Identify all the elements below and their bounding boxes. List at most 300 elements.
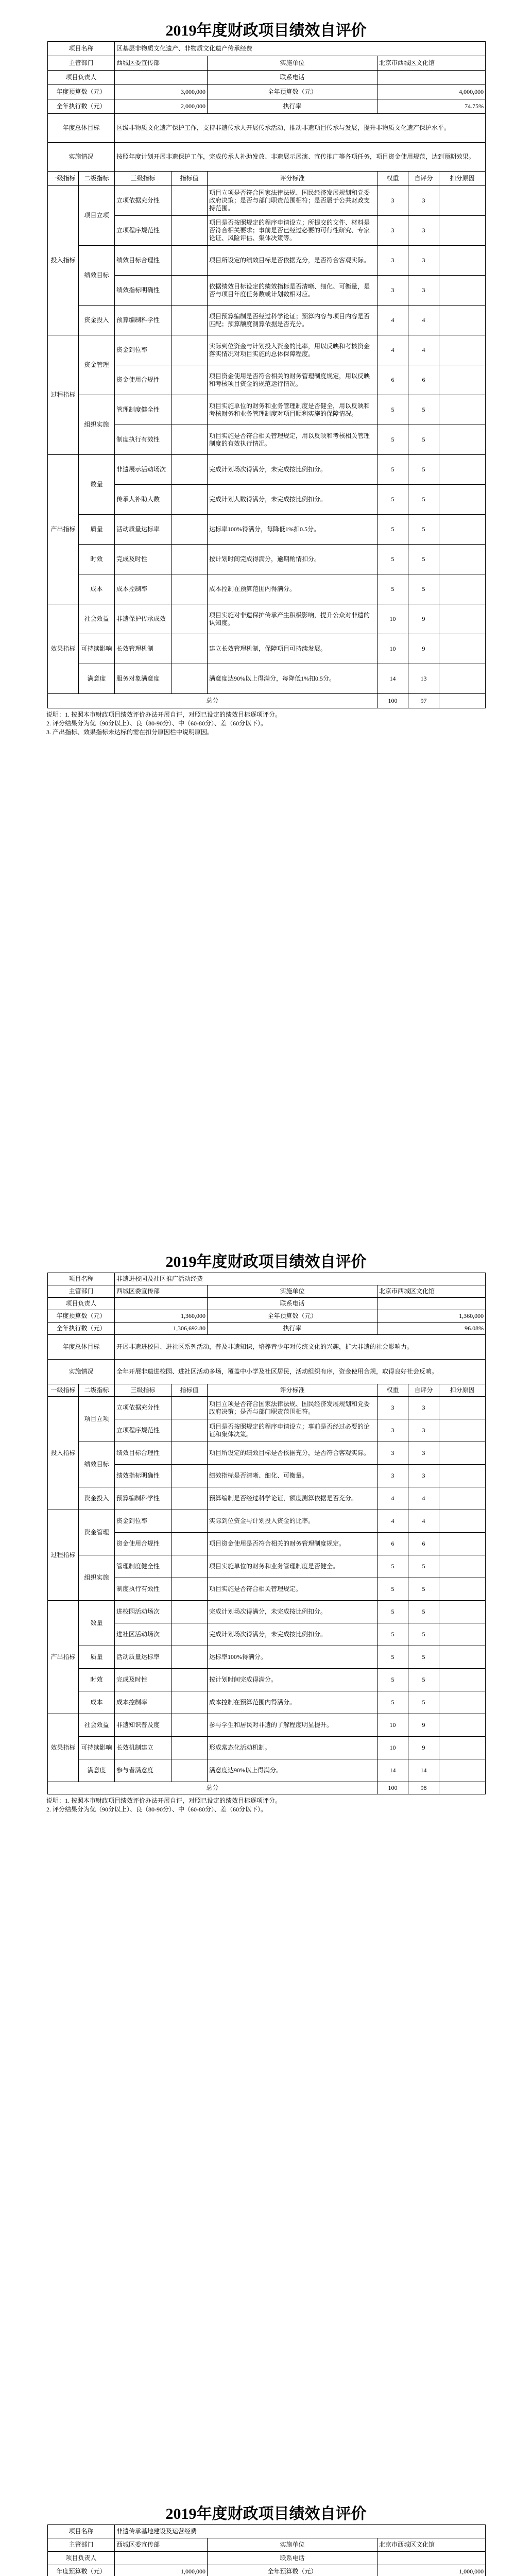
deduction-reason bbox=[439, 276, 486, 306]
deduction-reason bbox=[439, 1510, 486, 1533]
scoring-standard: 项目实施是否符合相关管理规定。 bbox=[208, 1578, 377, 1601]
info-row bbox=[48, 143, 486, 172]
evaluation-table bbox=[47, 41, 486, 708]
scoring-standard: 参与学生和居民对非遗的了解程度明显提升。 bbox=[208, 1714, 377, 1737]
table-row bbox=[48, 395, 486, 425]
level3-indicator: 参与者满意度 bbox=[115, 1759, 171, 1782]
level2-indicator: 满意度 bbox=[79, 664, 115, 694]
weight-cell: 4 bbox=[377, 1487, 408, 1510]
scoring-standard: 项目是否按照规定的程序申请设立；事前是否经过必要的论证和集体决策。 bbox=[208, 1419, 377, 1442]
column-header: 评分标准 bbox=[208, 172, 377, 186]
indicator-value bbox=[171, 604, 208, 634]
indicator-value bbox=[171, 1465, 208, 1487]
table-row bbox=[48, 1646, 486, 1669]
weight-cell: 3 bbox=[377, 216, 408, 246]
competent-dept-value: 西城区委宣传部 bbox=[115, 1285, 208, 1298]
deduction-reason bbox=[439, 1533, 486, 1555]
impl-text: 全年开展非遗进校园、进社区活动多场，覆盖中小学及社区居民，活动组织有序，资金使用合规，取得良好社会反响。 bbox=[115, 1360, 486, 1384]
indicator-value bbox=[171, 1691, 208, 1714]
indicator-value bbox=[171, 246, 208, 276]
column-header: 二级指标 bbox=[79, 1384, 115, 1397]
column-header: 扣分原因 bbox=[439, 1384, 486, 1397]
budget-adjusted-label: 全年预算数（元） bbox=[208, 85, 377, 99]
scoring-standard: 达标率100%得满分。 bbox=[208, 1646, 377, 1669]
info-row bbox=[48, 99, 486, 114]
total-row bbox=[48, 694, 486, 708]
level2-indicator: 质量 bbox=[79, 515, 115, 545]
level3-indicator: 成本控制率 bbox=[115, 574, 171, 604]
indicator-value bbox=[171, 335, 208, 365]
evaluation-section bbox=[0, 21, 532, 737]
contact-label: 联系电话 bbox=[208, 71, 377, 85]
level2-indicator: 资金管理 bbox=[79, 1510, 115, 1555]
contact-value bbox=[377, 2552, 486, 2565]
level2-indicator: 质量 bbox=[79, 1646, 115, 1669]
exec-rate-label: 执行率 bbox=[208, 99, 377, 114]
indicator-value bbox=[171, 1510, 208, 1533]
exec-label: 全年执行数（元） bbox=[48, 1323, 115, 1335]
impl-unit-value: 北京市西城区文化馆 bbox=[377, 1285, 486, 1298]
self-score-cell: 5 bbox=[408, 1578, 439, 1601]
notes bbox=[0, 1797, 532, 1814]
level3-indicator: 立项程序规范性 bbox=[115, 216, 171, 246]
indicator-value bbox=[171, 1646, 208, 1669]
goal-text: 开展非遗进校园、进社区系列活动，普及非遗知识，培养青少年对传统文化的兴趣，扩大非遗的社会影响力。 bbox=[115, 1335, 486, 1360]
level3-indicator: 长效管理机制 bbox=[115, 634, 171, 664]
deduction-reason bbox=[439, 246, 486, 276]
weight-cell: 5 bbox=[377, 574, 408, 604]
level3-indicator: 传承人补助人数 bbox=[115, 485, 171, 515]
scoring-standard: 建立长效管理机制，保障项目可持续发展。 bbox=[208, 634, 377, 664]
column-header: 一级指标 bbox=[48, 1384, 79, 1397]
info-row bbox=[48, 1323, 486, 1335]
leader-label: 项目负责人 bbox=[48, 1298, 115, 1310]
indicator-value bbox=[171, 455, 208, 485]
weight-cell: 6 bbox=[377, 365, 408, 395]
level2-indicator: 时效 bbox=[79, 1669, 115, 1691]
level3-indicator: 非遗知识普及度 bbox=[115, 1714, 171, 1737]
level3-indicator: 管理制度健全性 bbox=[115, 1555, 171, 1578]
note-line: 说明：1. 按照本市财政项目绩效评价办法开展自评，对照已设定的绩效目标逐项评分。 bbox=[46, 711, 282, 718]
exec-label: 全年执行数（元） bbox=[48, 99, 115, 114]
level2-indicator: 数量 bbox=[79, 1601, 115, 1646]
indicator-value bbox=[171, 1397, 208, 1419]
deduction-reason bbox=[439, 186, 486, 216]
indicator-value bbox=[171, 1714, 208, 1737]
budget-label: 年度预算数（元） bbox=[48, 2565, 115, 2576]
level3-indicator: 资金到位率 bbox=[115, 335, 171, 365]
info-row bbox=[48, 71, 486, 85]
section-title: 2019年度财政项目绩效自评价 bbox=[165, 2505, 367, 2522]
deduction-reason bbox=[439, 425, 486, 455]
table-row bbox=[48, 604, 486, 634]
indicator-value bbox=[171, 1623, 208, 1646]
exec-value: 1,306,692.80 bbox=[115, 1323, 208, 1335]
total-row bbox=[48, 1782, 486, 1794]
deduction-reason bbox=[439, 545, 486, 574]
section-title: 2019年度财政项目绩效自评价 bbox=[165, 22, 367, 39]
level3-indicator: 资金使用合规性 bbox=[115, 365, 171, 395]
table-row bbox=[48, 1555, 486, 1578]
contact-label: 联系电话 bbox=[208, 1298, 377, 1310]
self-score-cell: 5 bbox=[408, 1669, 439, 1691]
total-label: 总分 bbox=[48, 1782, 377, 1794]
impl-label: 实施情况 bbox=[48, 1360, 115, 1384]
deduction-reason bbox=[439, 1646, 486, 1669]
indicator-value bbox=[171, 306, 208, 335]
table-row bbox=[48, 1397, 486, 1419]
scoring-standard: 完成计划场次得满分，未完成按比例扣分。 bbox=[208, 455, 377, 485]
scoring-standard: 绩效指标是否清晰、细化、可衡量。 bbox=[208, 1465, 377, 1487]
self-score-cell: 4 bbox=[408, 335, 439, 365]
level3-indicator: 制度执行有效性 bbox=[115, 1578, 171, 1601]
indicator-value bbox=[171, 365, 208, 395]
leader-value bbox=[115, 71, 208, 85]
deduction-reason bbox=[439, 1691, 486, 1714]
self-score-cell: 3 bbox=[408, 186, 439, 216]
competent-dept-value: 西城区委宣传部 bbox=[115, 56, 208, 71]
total-score: 98 bbox=[408, 1782, 439, 1794]
level2-indicator: 绩效目标 bbox=[79, 1442, 115, 1487]
note-line: 2. 评分结果分为优（90分以上）、良（80-90分）、中（60-80分）、差（60分以下）。 bbox=[46, 1806, 267, 1813]
self-score-cell: 4 bbox=[408, 306, 439, 335]
deduction-reason bbox=[439, 574, 486, 604]
exec-value: 2,000,000 bbox=[115, 99, 208, 114]
contact-value bbox=[377, 71, 486, 85]
level3-indicator: 完成及时性 bbox=[115, 545, 171, 574]
impl-unit-label: 实施单位 bbox=[208, 1285, 377, 1298]
level1-indicator: 投入指标 bbox=[48, 186, 79, 335]
scoring-standard: 项目立项是否符合国家法律法规、国民经济发展规划和党委政府决策；是否与部门职责范围相符；是否属于公共财政支持范围。 bbox=[208, 186, 377, 216]
table-row bbox=[48, 246, 486, 276]
level3-indicator: 成本控制率 bbox=[115, 1691, 171, 1714]
weight-cell: 4 bbox=[377, 335, 408, 365]
deduction-reason bbox=[439, 1623, 486, 1646]
scoring-standard: 实际到位资金与计划投入资金的比率。 bbox=[208, 1510, 377, 1533]
self-score-cell: 5 bbox=[408, 395, 439, 425]
exec-rate-value: 96.08% bbox=[377, 1323, 486, 1335]
level3-indicator: 立项程序规范性 bbox=[115, 1419, 171, 1442]
evaluation-section bbox=[0, 1252, 532, 1814]
scoring-standard: 项目预算编制是否经过科学论证；预算内容与项目内容是否匹配；预算额度测算依据是否充分。 bbox=[208, 306, 377, 335]
column-header: 自评分 bbox=[408, 172, 439, 186]
self-score-cell: 5 bbox=[408, 574, 439, 604]
scoring-standard: 按计划时间完成得满分。 bbox=[208, 1669, 377, 1691]
self-score-cell: 5 bbox=[408, 1691, 439, 1714]
self-score-cell: 5 bbox=[408, 455, 439, 485]
indicator-value bbox=[171, 425, 208, 455]
impl-unit-value: 北京市西城区文化馆 bbox=[377, 56, 486, 71]
exec-rate-label: 执行率 bbox=[208, 1323, 377, 1335]
note-line: 3. 产出指标、效果指标未达标的需在扣分原因栏中说明原因。 bbox=[46, 728, 214, 736]
table-row bbox=[48, 545, 486, 574]
evaluation-table bbox=[47, 1273, 486, 1794]
self-score-cell: 9 bbox=[408, 604, 439, 634]
info-row bbox=[48, 1285, 486, 1298]
table-row bbox=[48, 634, 486, 664]
info-row bbox=[48, 1335, 486, 1360]
weight-cell: 10 bbox=[377, 1737, 408, 1759]
self-score-cell: 6 bbox=[408, 365, 439, 395]
indicator-value bbox=[171, 1419, 208, 1442]
indicator-value bbox=[171, 485, 208, 515]
deduction-reason bbox=[439, 1465, 486, 1487]
total-weight: 100 bbox=[377, 694, 408, 708]
level3-indicator: 预算编制科学性 bbox=[115, 1487, 171, 1510]
info-row bbox=[48, 2565, 486, 2576]
budget-adjusted-value: 1,000,000 bbox=[377, 2565, 486, 2576]
competent-dept-label: 主管部门 bbox=[48, 2538, 115, 2552]
deduction-reason bbox=[439, 335, 486, 365]
info-row bbox=[48, 1273, 486, 1285]
leader-value bbox=[115, 1298, 208, 1310]
self-score-cell: 5 bbox=[408, 1623, 439, 1646]
table-row bbox=[48, 574, 486, 604]
indicator-value bbox=[171, 186, 208, 216]
level3-indicator: 管理制度健全性 bbox=[115, 395, 171, 425]
project-name-label: 项目名称 bbox=[48, 42, 115, 56]
budget-adjusted-label: 全年预算数（元） bbox=[208, 1310, 377, 1323]
scoring-standard: 项目所设定的绩效目标是否依据充分，是否符合客观实际。 bbox=[208, 246, 377, 276]
scoring-standard: 依据绩效目标设定的绩效指标是否清晰、细化、可衡量，是否与项目年度任务数或计划数相对应。 bbox=[208, 276, 377, 306]
self-score-cell: 5 bbox=[408, 545, 439, 574]
indicator-value bbox=[171, 395, 208, 425]
scoring-standard: 完成计划场次得满分，未完成按比例扣分。 bbox=[208, 1623, 377, 1646]
level2-indicator: 数量 bbox=[79, 455, 115, 515]
column-header: 一级指标 bbox=[48, 172, 79, 186]
info-row bbox=[48, 2525, 486, 2538]
level2-indicator: 资金投入 bbox=[79, 306, 115, 335]
weight-cell: 5 bbox=[377, 485, 408, 515]
total-blank bbox=[439, 1782, 486, 1794]
self-score-cell: 9 bbox=[408, 1737, 439, 1759]
competent-dept-label: 主管部门 bbox=[48, 56, 115, 71]
level3-indicator: 完成及时性 bbox=[115, 1669, 171, 1691]
weight-cell: 5 bbox=[377, 1601, 408, 1623]
column-header: 扣分原因 bbox=[439, 172, 486, 186]
weight-cell: 4 bbox=[377, 306, 408, 335]
level3-indicator: 立项依据充分性 bbox=[115, 186, 171, 216]
weight-cell: 14 bbox=[377, 1759, 408, 1782]
column-header: 二级指标 bbox=[79, 172, 115, 186]
indicator-value bbox=[171, 1487, 208, 1510]
deduction-reason bbox=[439, 1419, 486, 1442]
level3-indicator: 非遗展示活动场次 bbox=[115, 455, 171, 485]
impl-label: 实施情况 bbox=[48, 143, 115, 172]
info-row bbox=[48, 85, 486, 99]
weight-cell: 5 bbox=[377, 395, 408, 425]
level3-indicator: 立项依据充分性 bbox=[115, 1397, 171, 1419]
level1-indicator: 过程指标 bbox=[48, 335, 79, 455]
column-header: 自评分 bbox=[408, 1384, 439, 1397]
table-row bbox=[48, 1669, 486, 1691]
weight-cell: 5 bbox=[377, 515, 408, 545]
goal-label: 年度总体目标 bbox=[48, 1335, 115, 1360]
info-row bbox=[48, 56, 486, 71]
self-score-cell: 5 bbox=[408, 515, 439, 545]
competent-dept-value: 西城区委宣传部 bbox=[115, 2538, 208, 2552]
table-row bbox=[48, 1759, 486, 1782]
weight-cell: 3 bbox=[377, 246, 408, 276]
level3-indicator: 资金使用合规性 bbox=[115, 1533, 171, 1555]
weight-cell: 3 bbox=[377, 1442, 408, 1465]
table-row bbox=[48, 664, 486, 694]
table-row bbox=[48, 306, 486, 335]
budget-value: 1,000,000 bbox=[115, 2565, 208, 2576]
self-score-cell: 13 bbox=[408, 664, 439, 694]
level1-indicator: 效果指标 bbox=[48, 1714, 79, 1782]
self-score-cell: 4 bbox=[408, 1487, 439, 1510]
notes bbox=[0, 710, 532, 737]
deduction-reason bbox=[439, 634, 486, 664]
scoring-standard: 成本控制在预算范围内得满分。 bbox=[208, 1691, 377, 1714]
scoring-standard: 项目立项是否符合国家法律法规、国民经济发展规划和党委政府决策；是否与部门职责范围相符。 bbox=[208, 1397, 377, 1419]
impl-unit-value: 北京市西城区文化馆 bbox=[377, 2538, 486, 2552]
level3-indicator: 长效机制建立 bbox=[115, 1737, 171, 1759]
level1-indicator: 过程指标 bbox=[48, 1510, 79, 1601]
self-score-cell: 5 bbox=[408, 485, 439, 515]
level2-indicator: 社会效益 bbox=[79, 604, 115, 634]
level3-indicator: 服务对象满意度 bbox=[115, 664, 171, 694]
weight-cell: 3 bbox=[377, 276, 408, 306]
indicator-value bbox=[171, 216, 208, 246]
project-name-label: 项目名称 bbox=[48, 1273, 115, 1285]
self-score-cell: 5 bbox=[408, 1601, 439, 1623]
level2-indicator: 成本 bbox=[79, 1691, 115, 1714]
table-row bbox=[48, 335, 486, 365]
level2-indicator: 项目立项 bbox=[79, 186, 115, 246]
level3-indicator: 非遗保护传承成效 bbox=[115, 604, 171, 634]
budget-adjusted-value: 4,000,000 bbox=[377, 85, 486, 99]
scoring-standard: 按计划时间完成得满分，逾期酌情扣分。 bbox=[208, 545, 377, 574]
budget-value: 1,360,000 bbox=[115, 1310, 208, 1323]
weight-cell: 14 bbox=[377, 664, 408, 694]
weight-cell: 10 bbox=[377, 634, 408, 664]
indicator-value bbox=[171, 545, 208, 574]
leader-label: 项目负责人 bbox=[48, 71, 115, 85]
level2-indicator: 可持续影响 bbox=[79, 1737, 115, 1759]
level3-indicator: 活动质量达标率 bbox=[115, 1646, 171, 1669]
self-score-cell: 5 bbox=[408, 425, 439, 455]
level2-indicator: 时效 bbox=[79, 545, 115, 574]
scoring-standard: 项目资金使用是否符合相关的财务管理制度规定。 bbox=[208, 1533, 377, 1555]
note-line: 2. 评分结果分为优（90分以上）、良（80-90分）、中（60-80分）、差（60分以下）。 bbox=[46, 720, 267, 727]
table-header-row bbox=[48, 172, 486, 186]
level1-indicator: 产出指标 bbox=[48, 1601, 79, 1714]
self-score-cell: 3 bbox=[408, 246, 439, 276]
leader-label: 项目负责人 bbox=[48, 2552, 115, 2565]
self-score-cell: 3 bbox=[408, 1442, 439, 1465]
total-score: 97 bbox=[408, 694, 439, 708]
weight-cell: 3 bbox=[377, 186, 408, 216]
deduction-reason bbox=[439, 395, 486, 425]
project-name-value: 非遗传承基地建设及运营经费 bbox=[115, 2525, 486, 2538]
level3-indicator: 制度执行有效性 bbox=[115, 425, 171, 455]
level2-indicator: 成本 bbox=[79, 574, 115, 604]
budget-adjusted-value: 1,360,000 bbox=[377, 1310, 486, 1323]
deduction-reason bbox=[439, 485, 486, 515]
deduction-reason bbox=[439, 365, 486, 395]
deduction-reason bbox=[439, 1601, 486, 1623]
indicator-value bbox=[171, 634, 208, 664]
info-row bbox=[48, 1360, 486, 1384]
level2-indicator: 资金管理 bbox=[79, 335, 115, 395]
level3-indicator: 绩效指标明确性 bbox=[115, 276, 171, 306]
column-header: 权重 bbox=[377, 172, 408, 186]
goal-label: 年度总体目标 bbox=[48, 114, 115, 143]
scoring-standard: 实际到位资金与计划投入资金的比率，用以反映和考核资金落实情况对项目实施的总体保障程度。 bbox=[208, 335, 377, 365]
weight-cell: 5 bbox=[377, 1691, 408, 1714]
table-row bbox=[48, 1737, 486, 1759]
level2-indicator: 社会效益 bbox=[79, 1714, 115, 1737]
self-score-cell: 9 bbox=[408, 634, 439, 664]
column-header: 三级指标 bbox=[115, 172, 171, 186]
level1-indicator: 投入指标 bbox=[48, 1397, 79, 1510]
deduction-reason bbox=[439, 1714, 486, 1737]
table-row bbox=[48, 1714, 486, 1737]
deduction-reason bbox=[439, 216, 486, 246]
total-label: 总分 bbox=[48, 694, 377, 708]
table-row bbox=[48, 1487, 486, 1510]
indicator-value bbox=[171, 515, 208, 545]
weight-cell: 5 bbox=[377, 1578, 408, 1601]
exec-rate-value: 74.75% bbox=[377, 99, 486, 114]
level2-indicator: 绩效目标 bbox=[79, 246, 115, 306]
self-score-cell: 6 bbox=[408, 1533, 439, 1555]
competent-dept-label: 主管部门 bbox=[48, 1285, 115, 1298]
deduction-reason bbox=[439, 664, 486, 694]
info-row bbox=[48, 42, 486, 56]
total-weight: 100 bbox=[377, 1782, 408, 1794]
level2-indicator: 满意度 bbox=[79, 1759, 115, 1782]
deduction-reason bbox=[439, 515, 486, 545]
level3-indicator: 活动质量达标率 bbox=[115, 515, 171, 545]
indicator-value bbox=[171, 1601, 208, 1623]
column-header: 指标值 bbox=[171, 1384, 208, 1397]
indicator-value bbox=[171, 1533, 208, 1555]
indicator-value bbox=[171, 276, 208, 306]
self-score-cell: 3 bbox=[408, 276, 439, 306]
table-header-row bbox=[48, 1384, 486, 1397]
weight-cell: 5 bbox=[377, 1623, 408, 1646]
deduction-reason bbox=[439, 1759, 486, 1782]
level3-indicator: 绩效目标合理性 bbox=[115, 1442, 171, 1465]
section-title: 2019年度财政项目绩效自评价 bbox=[165, 1253, 367, 1270]
table-row bbox=[48, 515, 486, 545]
level3-indicator: 预算编制科学性 bbox=[115, 306, 171, 335]
info-row bbox=[48, 2552, 486, 2565]
scoring-standard: 完成计划场次得满分，未完成按比例扣分。 bbox=[208, 1601, 377, 1623]
level2-indicator: 项目立项 bbox=[79, 1397, 115, 1442]
scoring-standard: 满意度达90%以上得满分。 bbox=[208, 1759, 377, 1782]
self-score-cell: 14 bbox=[408, 1759, 439, 1782]
scoring-standard: 项目所设定的绩效目标是否依据充分，是否符合客观实际。 bbox=[208, 1442, 377, 1465]
scoring-standard: 达标率100%得满分，每降低1%扣0.5分。 bbox=[208, 515, 377, 545]
table-row bbox=[48, 1442, 486, 1465]
level3-indicator: 绩效指标明确性 bbox=[115, 1465, 171, 1487]
table-row bbox=[48, 186, 486, 216]
weight-cell: 3 bbox=[377, 1397, 408, 1419]
leader-value bbox=[115, 2552, 208, 2565]
column-header: 权重 bbox=[377, 1384, 408, 1397]
info-row bbox=[48, 2538, 486, 2552]
total-blank bbox=[439, 694, 486, 708]
info-row bbox=[48, 1298, 486, 1310]
column-header: 评分标准 bbox=[208, 1384, 377, 1397]
weight-cell: 10 bbox=[377, 1714, 408, 1737]
deduction-reason bbox=[439, 1737, 486, 1759]
level3-indicator: 绩效目标合理性 bbox=[115, 246, 171, 276]
